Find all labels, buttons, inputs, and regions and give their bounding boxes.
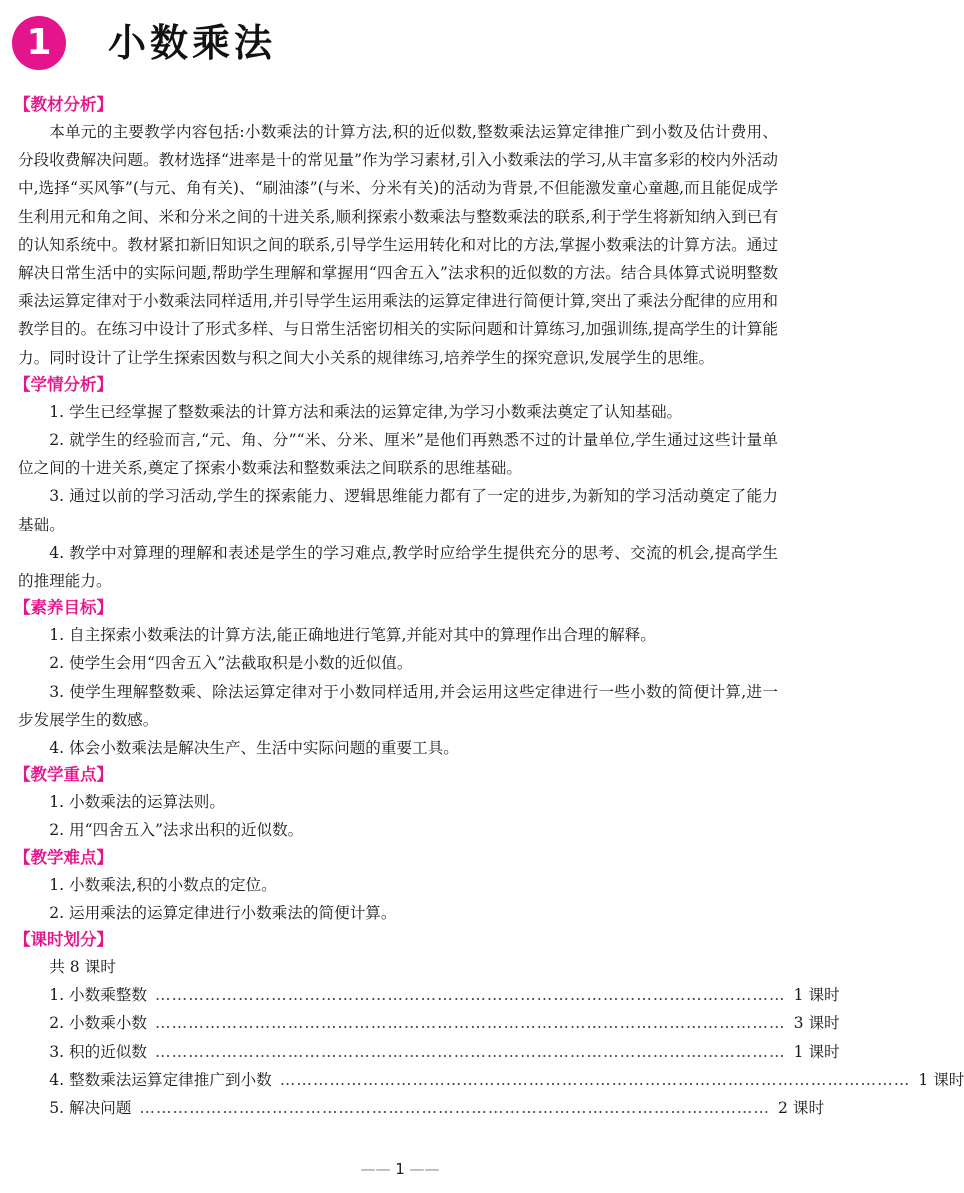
schedule-row-name: 4. 整数乘法运算定律推广到小数 xyxy=(49,1070,272,1089)
literacy-goal-item-4: 4. 体会小数乘法是解决生产、生活中实际问题的重要工具。 xyxy=(49,739,459,758)
key-point-item-2: 2. 用“四舍五入”法求出积的近似数。 xyxy=(49,821,304,840)
literacy-goal-item-3: 3. 使学生理解整数乘、除法运算定律对于小数同样适用,并会运用这些定律进行一些小数的简便计算,进一步发展学生的数感。 xyxy=(18,682,778,729)
dot-leader: …………………………………………………………………………………………………… xyxy=(155,1042,786,1061)
schedule-row-hours: 3 课时 xyxy=(793,1014,840,1033)
chapter-title: 小数乘法 xyxy=(108,21,277,65)
schedule-row xyxy=(49,1038,840,1066)
student-analysis-item-2: 2. 就学生的经验而言,“元、角、分”“米、分米、厘米”是他们再熟悉不过的计量单位,学生通过这些计量单位之间的十进关系,奠定了探索小数乘法和整数乘法之间联系的思维基础。 xyxy=(18,431,778,478)
schedule-row xyxy=(49,981,840,1009)
student-analysis-item-1: 1. 学生已经掌握了整数乘法的计算方法和乘法的运算定律,为学习小数乘法奠定了认知基础。 xyxy=(49,402,683,421)
dot-leader: …………………………………………………………………………………………………… xyxy=(155,1014,786,1033)
student-analysis-item-3: 3. 通过以前的学习活动,学生的探索能力、逻辑思维能力都有了一定的进步,为新知的学习活动奠定了能力基础。 xyxy=(18,487,778,534)
schedule-row-hours: 1 课时 xyxy=(793,1042,840,1061)
textbook-analysis-paragraph: 本单元的主要教学内容包括:小数乘法的计算方法,积的近似数,整数乘法运算定律推广到小数及估计费用、分段收费解决问题。教材选择“进率是十的常见量”作为学习素材,引入小数乘法的学习,从丰富多彩的校内外活动中,选择“买风筝”(与元、角有关)、“刷油漆”(与米、分米有关)的活动为背景,不但能激发童心童趣,而且能促成学生利用元和角之间、米和分米之间的十进关系,顺利探索小数乘法与整数乘法的联系,利于学生将新知纳入到已有的认知系统中。教材紧扣新旧知识之间的联系,引导学生运用转化和对比的方法,掌握小数乘法的计算方法。通过解决日常生活中的实际问题,帮助学生理解和掌握用“四舍五入”法求积的近似数的方法。结合具体算式说明整数乘法运算定律对于小数乘法同样适用,并引导学生运用乘法的运算定律进行简便计算,突出了乘法分配律的应用和教学目的。在练习中设计了形式多样、与日常生活密切相关的实际问题和计算练习,加强训练,提高学生的计算能力。同时设计了让学生探索因数与积之间大小关系的规律练习,培养学生的探究意识,发展学生的思维。 xyxy=(18,123,778,367)
schedule-row-hours: 2 课时 xyxy=(777,1099,825,1118)
footer-dash-left: —— xyxy=(360,1160,396,1178)
literacy-goal-item-2: 2. 使学生会用“四舍五入”法截取积是小数的近似值。 xyxy=(49,654,413,673)
chapter-number-badge: 1 xyxy=(12,16,66,70)
schedule-row xyxy=(49,1066,964,1094)
section-title-literacy-goals: 【素养目标】 xyxy=(14,598,113,618)
content-area xyxy=(14,92,964,1122)
dot-leader: …………………………………………………………………………………………………… xyxy=(139,1099,770,1118)
key-point-item-1: 1. 小数乘法的运算法则。 xyxy=(49,793,225,812)
section-title-lesson-schedule: 【课时划分】 xyxy=(14,930,113,950)
section-title-textbook-analysis: 【教材分析】 xyxy=(14,95,113,114)
schedule-row-hours: 1 课时 xyxy=(793,986,840,1005)
difficulty-item-2: 2. 运用乘法的运算定律进行小数乘法的简便计算。 xyxy=(49,903,397,922)
schedule-row-name: 2. 小数乘小数 xyxy=(49,1014,147,1033)
student-analysis-item-4: 4. 教学中对算理的理解和表述是学生的学习难点,教学时应给学生提供充分的思考、交流的机会,提高学生的推理能力。 xyxy=(18,543,778,591)
schedule-row-name: 1. 小数乘整数 xyxy=(49,986,147,1005)
footer-dash-right: —— xyxy=(409,1160,440,1178)
schedule-row-hours: 1 课时 xyxy=(918,1070,964,1089)
schedule-total: 共 8 课时 xyxy=(49,958,116,977)
dot-leader: …………………………………………………………………………………………………… xyxy=(155,986,786,1005)
section-title-key-points: 【教学重点】 xyxy=(14,765,113,785)
section-title-student-analysis: 【学情分析】 xyxy=(14,374,113,394)
page-footer xyxy=(0,1160,800,1178)
section-title-difficulties: 【教学难点】 xyxy=(14,847,113,867)
schedule-row xyxy=(49,1094,825,1122)
schedule-row xyxy=(49,1009,840,1037)
schedule-row-name: 3. 积的近似数 xyxy=(49,1042,147,1061)
page-number: 1 xyxy=(395,1160,405,1178)
literacy-goal-item-1: 1. 自主探索小数乘法的计算方法,能正确地进行笔算,并能对其中的算理作出合理的解释。 xyxy=(49,626,656,645)
difficulty-item-1: 1. 小数乘法,积的小数点的定位。 xyxy=(49,875,277,894)
schedule-row-name: 5. 解决问题 xyxy=(49,1099,132,1118)
dot-leader: …………………………………………………………………………………………………… xyxy=(279,1070,911,1089)
chapter-header xyxy=(0,0,800,90)
